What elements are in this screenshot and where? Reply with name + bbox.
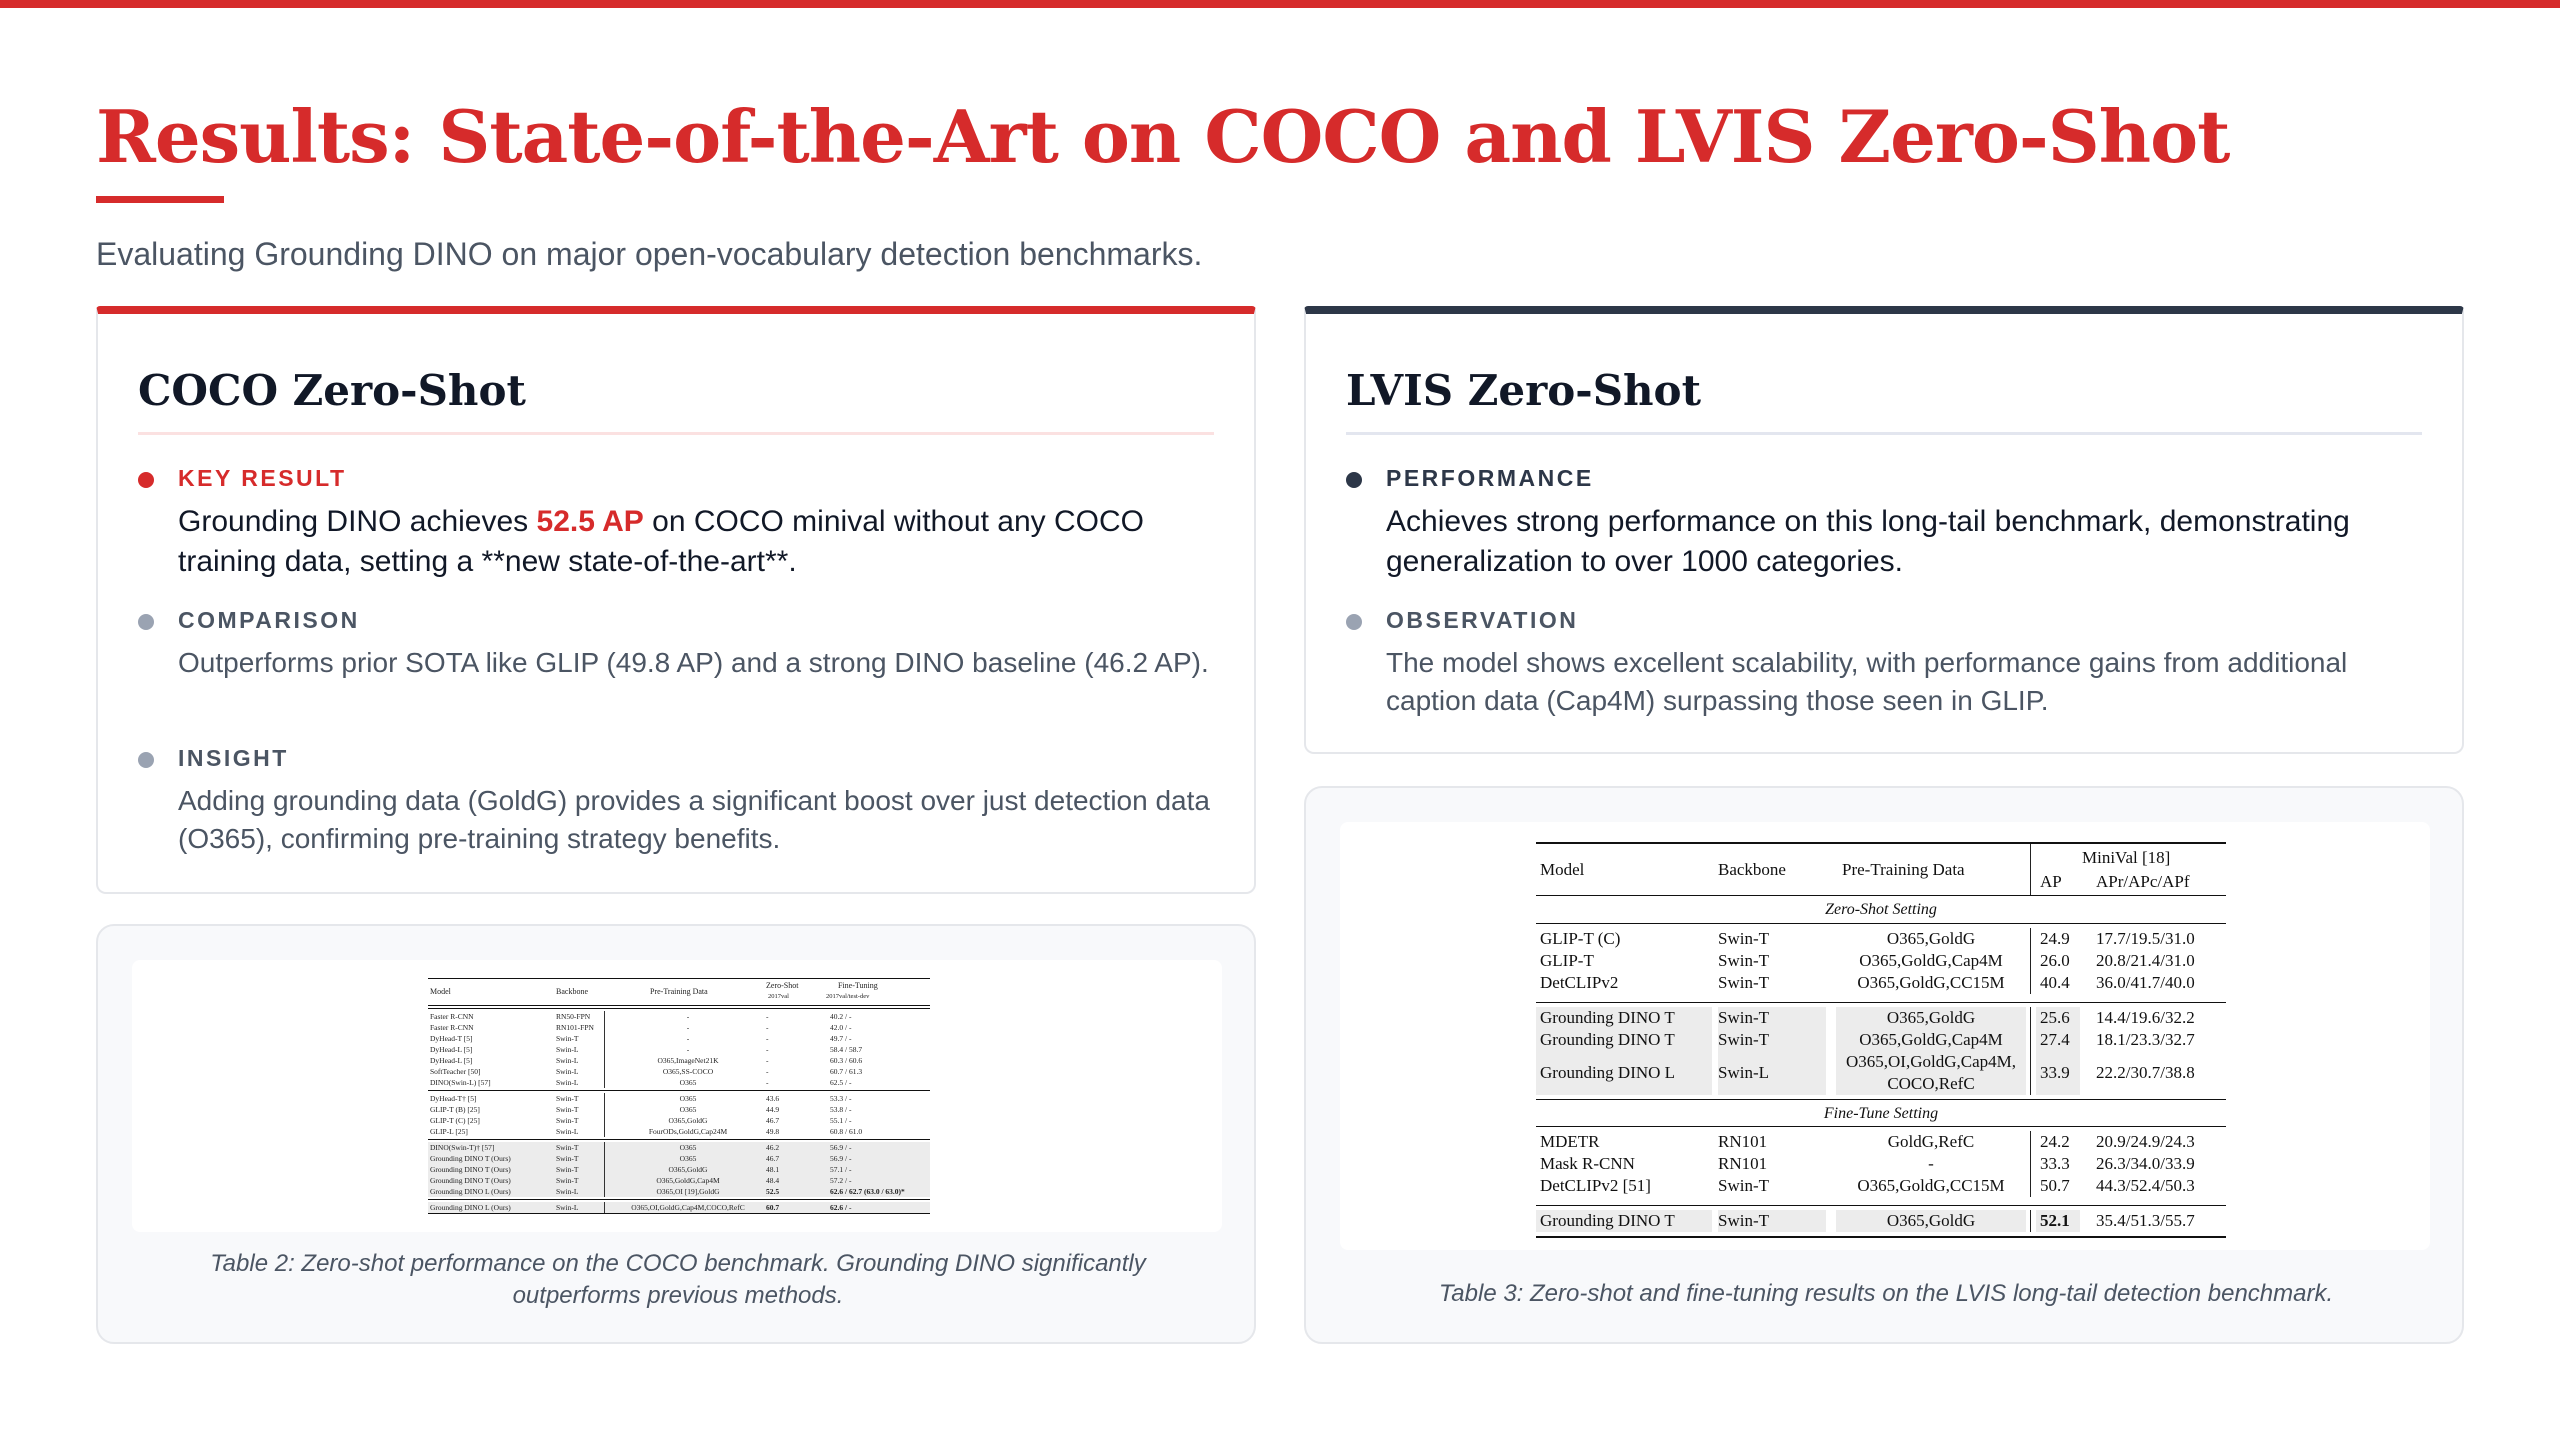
- table-row: [428, 1066, 930, 1077]
- table2-cell-ft: 56.9 / -: [830, 1143, 852, 1152]
- table2-header-model: Model: [430, 987, 451, 996]
- table3-cell-data: O365,GoldG: [1886, 929, 1976, 948]
- table2-image: [132, 960, 1222, 1232]
- table2-cell-data: O365,OI,GoldG,Cap4M,COCO,RefC: [631, 1203, 745, 1212]
- table3-cell-data1: O365,OI,GoldG,Cap4M,: [1846, 1052, 2016, 1071]
- table-row: [1536, 1131, 2226, 1153]
- table-row: [1536, 1007, 2226, 1029]
- table2-cell-ft: 40.2 / -: [830, 1012, 852, 1021]
- table3-vline: [2030, 950, 2031, 972]
- table2-vline: [604, 1022, 605, 1033]
- table3-cell-data2: COCO,RefC: [1887, 1074, 1975, 1093]
- table2-cell-ft: 57.1 / -: [830, 1165, 852, 1174]
- table3-cell-data: O365,GoldG: [1886, 1008, 1976, 1027]
- table2-cell-ft: 60.3 / 60.6: [830, 1056, 863, 1065]
- table2-cell-zs: 44.9: [766, 1105, 780, 1114]
- table2-cell-backbone: Swin-L: [556, 1056, 579, 1065]
- table2-cell-zs: -: [766, 1067, 769, 1076]
- table2-cell-zs: -: [766, 1023, 769, 1032]
- table3-cell-apr: 44.3/52.4/50.3: [2096, 1176, 2195, 1195]
- table-row: [428, 1022, 930, 1033]
- table3-cell-ap: 33.3: [2040, 1154, 2070, 1173]
- table2-cell-ft: 42.0 / -: [830, 1023, 852, 1032]
- insight-label: INSIGHT: [178, 745, 289, 771]
- table3-cell-backbone: Swin-T: [1718, 951, 1769, 970]
- table2-cell-ft: 60.7 / 61.3: [830, 1067, 863, 1076]
- table2-cell-data: O365,ImageNet21K: [657, 1056, 719, 1065]
- table2-cell-model: SoftTeacher [50]: [430, 1067, 481, 1076]
- table3-vline: [2030, 1007, 2031, 1029]
- table2-cell-data: O365: [679, 1105, 697, 1114]
- table-row: [1536, 928, 2226, 950]
- table3-header-data: Pre-Training Data: [1842, 860, 1965, 879]
- table2-cell-ft: 60.8 / 61.0: [830, 1127, 863, 1136]
- table2-cell-ft: 56.9 / -: [830, 1154, 852, 1163]
- table3-cell-model: DetCLIPv2 [51]: [1540, 1176, 1651, 1195]
- table3-zero-shot-label: Zero-Shot Setting: [1536, 896, 2226, 924]
- table2-header-backbone: Backbone: [556, 987, 588, 996]
- table2-figure-card: [96, 924, 1256, 1344]
- table3-ft-group2: [1536, 1205, 2226, 1236]
- table3-cell-data: GoldG,RefC: [1887, 1132, 1975, 1151]
- table3-cell-ap: 24.9: [2040, 929, 2070, 948]
- table-row: [428, 1164, 930, 1175]
- table3-cell-ap: 33.9: [2040, 1063, 2070, 1082]
- table2-cell-zs: -: [766, 1045, 769, 1054]
- table2-cell-ft: 53.3 / -: [830, 1094, 852, 1103]
- table3-header-minival: MiniVal [18]: [2082, 848, 2171, 867]
- table2-cell-backbone: RN101-FPN: [556, 1023, 594, 1032]
- table3-cell-backbone: RN101: [1718, 1154, 1768, 1173]
- table2-cell-zs: 52.5: [766, 1187, 780, 1196]
- table2-vline: [604, 1126, 605, 1137]
- table2-cell-data: -: [686, 1045, 690, 1054]
- table2-vline: [604, 1011, 605, 1022]
- table2-cell-backbone: Swin-T: [556, 1176, 579, 1185]
- key-result-label: KEY RESULT: [178, 465, 347, 491]
- table3-cell-ap: 26.0: [2040, 951, 2070, 970]
- table-row: [428, 1175, 930, 1186]
- table3-cell-model: Grounding DINO L: [1540, 1063, 1676, 1082]
- table-row: [428, 1126, 930, 1137]
- lvis-card-divider: [1346, 432, 2422, 435]
- lvis-card-title: LVIS Zero-Shot: [1346, 366, 1701, 415]
- table-row: [428, 1104, 930, 1115]
- table2-vline: [604, 1153, 605, 1164]
- table2-cell-zs: 48.4: [766, 1176, 780, 1185]
- table3-figure-card: [1304, 786, 2464, 1344]
- table3-vline: [2030, 1029, 2031, 1051]
- table3-caption: Table 3: Zero-shot and fine-tuning results on the LVIS long-tail detection benchmark.: [1438, 1280, 2334, 1307]
- table2-cell-model: Grounding DINO T (Ours): [430, 1154, 511, 1163]
- table2-cell-data: -: [686, 1034, 690, 1043]
- table3-cell-backbone: Swin-T: [1718, 1211, 1769, 1230]
- table3-cell-model: Grounding DINO T: [1540, 1030, 1675, 1049]
- table2-cell-zs: 48.1: [766, 1165, 780, 1174]
- table3-cell-ap: 27.4: [2040, 1030, 2070, 1049]
- table-row: [428, 1033, 930, 1044]
- table2-cell-backbone: Swin-L: [556, 1067, 579, 1076]
- bullet-dot-icon: [138, 614, 154, 630]
- table3-cell-model: MDETR: [1540, 1132, 1600, 1151]
- table2-cell-data: FourODs,GoldG,Cap24M: [648, 1127, 728, 1136]
- table2-cell-data: O365,GoldG,Cap4M: [656, 1176, 720, 1185]
- table2-cell-backbone: Swin-T: [556, 1105, 579, 1114]
- table-row: [1536, 1210, 2226, 1232]
- table3-cell-apr: 20.8/21.4/31.0: [2096, 951, 2195, 970]
- lvis-zero-shot-card: [1304, 306, 2464, 754]
- table2-cell-data: -: [686, 1012, 690, 1021]
- table3-header-model: Model: [1540, 860, 1585, 879]
- table2-vline: [604, 1142, 605, 1153]
- table2-cell-zs: -: [766, 1034, 769, 1043]
- table2-cell-model: DyHead-L [5]: [430, 1045, 473, 1054]
- table2-cell-zs: -: [766, 1012, 769, 1021]
- table2-cell-model: GLIP-T (B) [25]: [430, 1105, 480, 1114]
- table2-cell-model: Grounding DINO T (Ours): [430, 1165, 511, 1174]
- table3-cell-apr: 20.9/24.9/24.3: [2096, 1132, 2195, 1151]
- observation-text: The model shows excellent scalability, with performance gains from additional caption data (Cap4M) surpassing those seen in GLIP.: [1386, 647, 2348, 716]
- table3-cell-apr: 22.2/30.7/38.8: [2096, 1063, 2195, 1082]
- comparison-item: [138, 606, 1214, 726]
- table2-cell-ft: 49.7 / -: [830, 1034, 852, 1043]
- comparison-text: Outperforms prior SOTA like GLIP (49.8 AP) and a strong DINO baseline (46.2 AP).: [178, 647, 1209, 678]
- table3-image: [1340, 822, 2430, 1250]
- table2-vline: [604, 1115, 605, 1126]
- table3-cell-backbone: RN101: [1718, 1132, 1768, 1151]
- table3-header-ap: AP: [2040, 872, 2062, 891]
- table-row: [1536, 950, 2226, 972]
- coco-card-title: COCO Zero-Shot: [138, 366, 526, 415]
- table3-vline: [2030, 928, 2031, 950]
- table3-cell-backbone: Swin-T: [1718, 973, 1769, 992]
- table-row: [1536, 1051, 2226, 1095]
- table3-cell-apr: 36.0/41.7/40.0: [2096, 973, 2195, 992]
- table2-cell-backbone: Swin-T: [556, 1094, 579, 1103]
- table-row: [1536, 1029, 2226, 1051]
- table3-vline: [2030, 1153, 2031, 1175]
- bullet-dot-icon: [1346, 472, 1362, 488]
- table3-cell-apr: 14.4/19.6/32.2: [2096, 1008, 2195, 1027]
- table2-header-zs: Zero-Shot: [766, 981, 799, 990]
- page-subtitle: Evaluating Grounding DINO on major open-vocabulary detection benchmarks.: [96, 236, 1203, 272]
- table2-cell-zs: 46.7: [766, 1116, 780, 1125]
- key-result-text: Grounding DINO achieves 52.5 AP on COCO minival without any COCO training data, setting a **new state-of-the-art**.: [178, 505, 1144, 578]
- table2-cell-backbone: Swin-L: [556, 1203, 579, 1212]
- table2-body: [428, 1008, 930, 1214]
- table2-cell-model: Grounding DINO L (Ours): [430, 1187, 511, 1196]
- top-accent-bar: [0, 0, 2560, 8]
- table2-cell-model: DyHead-T [5]: [430, 1034, 473, 1043]
- table-row: [1536, 1175, 2226, 1197]
- table3-cell-model: Mask R-CNN: [1540, 1154, 1635, 1173]
- table3-cell-ap: 24.2: [2040, 1132, 2070, 1151]
- page-title: Results: State-of-the-Art on COCO and LVIS Zero-Shot: [96, 94, 2230, 179]
- table2-cell-ft: 53.8 / -: [830, 1105, 852, 1114]
- table2-caption: Table 2: Zero-shot performance on the COCO benchmark. Grounding DINO significantly outperforms previous methods.: [210, 1250, 1146, 1309]
- table2-cell-data: O365,GoldG: [668, 1116, 708, 1125]
- table3-zs-group1: [1536, 924, 2226, 998]
- table2-cell-backbone: Swin-L: [556, 1045, 579, 1054]
- observation-item: [1346, 606, 2422, 726]
- table-row: [1536, 972, 2226, 994]
- table2-cell-model: DyHead-L [5]: [430, 1056, 473, 1065]
- table2-cell-data: O365: [679, 1154, 697, 1163]
- table2-cell-data: O365,SS-COCO: [662, 1067, 714, 1076]
- table2-cell-ft: 55.1 / -: [830, 1116, 852, 1125]
- table2-cell-model: Grounding DINO T (Ours): [430, 1176, 511, 1185]
- table2-cell-data: O365: [679, 1143, 697, 1152]
- table2-vline: [604, 1104, 605, 1115]
- table3-fine-tune-label: Fine-Tune Setting: [1536, 1099, 2226, 1127]
- table2-vline: [604, 1175, 605, 1186]
- table2-cell-ft: 58.4 / 58.7: [830, 1045, 863, 1054]
- coco-zero-shot-card: [96, 306, 1256, 894]
- table3-cell-ap: 52.1: [2040, 1211, 2070, 1230]
- table3-cell-model: Grounding DINO T: [1540, 1211, 1675, 1230]
- table3-cell-backbone: Swin-T: [1718, 1030, 1769, 1049]
- bullet-dot-icon: [138, 472, 154, 488]
- table2-separator: [428, 1008, 930, 1009]
- table3-cell-model: GLIP-T: [1540, 951, 1594, 970]
- table2-cell-zs: -: [766, 1056, 769, 1065]
- table3-vline: [2030, 1051, 2031, 1095]
- table3-header-backbone: Backbone: [1718, 860, 1786, 879]
- table-row: [1536, 1153, 2226, 1175]
- table2-vline: [604, 1044, 605, 1055]
- insight-text: Adding grounding data (GoldG) provides a significant boost over just detection data (O365), confirming pre-training strategy benefits.: [178, 785, 1210, 854]
- table3-vline: [2030, 1175, 2031, 1197]
- table3-cell-ap: 50.7: [2040, 1176, 2070, 1195]
- performance-text: Achieves strong performance on this long-tail benchmark, demonstrating generalization to over 1000 categories.: [1386, 505, 2350, 578]
- table2-cell-backbone: Swin-L: [556, 1187, 579, 1196]
- table3-zs-group2: [1536, 1002, 2226, 1099]
- table3: [1536, 842, 2226, 1238]
- table2-cell-model: DINO(Swin-T)† [57]: [430, 1143, 495, 1152]
- table2-vline: [604, 1033, 605, 1044]
- table2-cell-ft: 62.6 / -: [830, 1203, 852, 1212]
- table3-header-apr: APr/APc/APf: [2096, 872, 2190, 891]
- table2-cell-model: DyHead-T† [5]: [430, 1094, 477, 1103]
- table3-cell-ap: 40.4: [2040, 973, 2070, 992]
- table2-cell-data: O365: [679, 1078, 697, 1087]
- performance-item: [1346, 464, 2422, 584]
- table2-vline: [604, 1164, 605, 1175]
- table3-cell-apr: 26.3/34.0/33.9: [2096, 1154, 2195, 1173]
- performance-label: PERFORMANCE: [1386, 465, 1594, 491]
- key-result-highlight: 52.5 AP: [536, 505, 644, 538]
- table2-cell-zs: -: [766, 1078, 769, 1087]
- table2-vline: [604, 1077, 605, 1088]
- table2-separator: [428, 1139, 930, 1140]
- table-row: [428, 1044, 930, 1055]
- table2-cell-model: Faster R-CNN: [430, 1023, 474, 1032]
- table3-cell-backbone: Swin-T: [1718, 929, 1769, 948]
- table2-header-zs-sub: 2017val: [768, 993, 789, 1000]
- table3-cell-model: GLIP-T (C): [1540, 929, 1621, 948]
- table3-cell-data: O365,GoldG,Cap4M: [1859, 951, 2003, 970]
- table2-cell-model: GLIP-T (C) [25]: [430, 1116, 480, 1125]
- table2-cell-backbone: RN50-FPN: [556, 1012, 591, 1021]
- title-underline: [96, 196, 224, 203]
- bullet-dot-icon: [138, 752, 154, 768]
- table-row: [428, 1186, 930, 1197]
- table2-cell-data: O365,OI [19],GoldG: [656, 1187, 720, 1196]
- table2-cell-zs: 49.8: [766, 1127, 780, 1136]
- table2-cell-model: Faster R-CNN: [430, 1012, 474, 1021]
- table2-cell-model: Grounding DINO L (Ours): [430, 1203, 511, 1212]
- table3-vline: [2030, 1131, 2031, 1153]
- insight-item: [138, 744, 1214, 864]
- table2-header-ft: Fine-Tuning: [838, 981, 878, 990]
- table2-header: [428, 978, 930, 1006]
- table3-cell-data: -: [1928, 1154, 1934, 1173]
- table2-cell-ft: 62.6 / 62.7 (63.0 / 63.0)*: [830, 1187, 905, 1196]
- table2-vline: [604, 1066, 605, 1077]
- comparison-label: COMPARISON: [178, 607, 360, 633]
- table2-cell-data: O365: [679, 1094, 697, 1103]
- table3-cell-apr: 35.4/51.3/55.7: [2096, 1211, 2195, 1230]
- table2-cell-backbone: Swin-L: [556, 1127, 579, 1136]
- table3-cell-data: O365,GoldG: [1886, 1211, 1976, 1230]
- table2-cell-zs: 46.2: [766, 1143, 780, 1152]
- table2-cell-zs: 60.7: [766, 1203, 780, 1212]
- table2-separator: [428, 1090, 930, 1091]
- table2-cell-data: O365,GoldG: [668, 1165, 708, 1174]
- table-row: [428, 1153, 930, 1164]
- table2-cell-zs: 46.7: [766, 1154, 780, 1163]
- table3-cell-data: O365,GoldG,CC15M: [1857, 1176, 2005, 1195]
- table2-cell-ft: 62.5 / -: [830, 1078, 852, 1087]
- table2-cell-model: DINO(Swin-L) [57]: [430, 1078, 491, 1087]
- table3-cell-backbone: Swin-L: [1718, 1063, 1769, 1082]
- table2-vline: [604, 1202, 605, 1213]
- table2-cell-backbone: Swin-T: [556, 1034, 579, 1043]
- table3-cell-apr: 18.1/23.3/32.7: [2096, 1030, 2195, 1049]
- table3-cell-ap: 25.6: [2040, 1008, 2070, 1027]
- table-row: [428, 1142, 930, 1153]
- table2-vline: [604, 1186, 605, 1197]
- table3-cell-data: O365,GoldG,Cap4M: [1859, 1030, 2003, 1049]
- key-result-item: [138, 464, 1214, 584]
- table3-cell-model: DetCLIPv2: [1540, 973, 1619, 992]
- table3-cell-backbone: Swin-T: [1718, 1008, 1769, 1027]
- table2-cell-backbone: Swin-T: [556, 1143, 579, 1152]
- bullet-dot-icon: [1346, 614, 1362, 630]
- table3-ft-group1: [1536, 1127, 2226, 1201]
- table2-cell-zs: 43.6: [766, 1094, 780, 1103]
- table3-header-vline: [2030, 844, 2031, 895]
- table2-header-data: Pre-Training Data: [650, 987, 708, 996]
- table2-separator: [428, 1199, 930, 1200]
- table3-cell-model: Grounding DINO T: [1540, 1008, 1675, 1027]
- table2-cell-ft: 57.2 / -: [830, 1176, 852, 1185]
- table-row: [428, 1202, 930, 1213]
- table-row: [428, 1093, 930, 1104]
- table2-cell-backbone: Swin-L: [556, 1078, 579, 1087]
- table2-cell-data: -: [686, 1023, 690, 1032]
- table-row: [428, 1115, 930, 1126]
- table2-header-ft-sub: 2017val/test-dev: [826, 993, 870, 1000]
- table2-cell-model: GLIP-L [25]: [430, 1127, 468, 1136]
- observation-label: OBSERVATION: [1386, 607, 1579, 633]
- table3-cell-data: O365,GoldG,CC15M: [1857, 973, 2005, 992]
- table-row: [428, 1077, 930, 1088]
- table3-cell-backbone: Swin-T: [1718, 1176, 1769, 1195]
- table2-cell-backbone: Swin-T: [556, 1154, 579, 1163]
- table2: [428, 978, 930, 1214]
- table-row: [428, 1055, 930, 1066]
- table3-header: [1536, 842, 2226, 896]
- table-row: [428, 1011, 930, 1022]
- coco-card-divider: [138, 432, 1214, 435]
- table3-vline: [2030, 1210, 2031, 1232]
- table2-vline: [604, 1055, 605, 1066]
- table3-cell-apr: 17.7/19.5/31.0: [2096, 929, 2195, 948]
- table2-cell-backbone: Swin-T: [556, 1165, 579, 1174]
- table2-vline: [604, 1093, 605, 1104]
- table3-vline: [2030, 972, 2031, 994]
- table2-cell-backbone: Swin-T: [556, 1116, 579, 1125]
